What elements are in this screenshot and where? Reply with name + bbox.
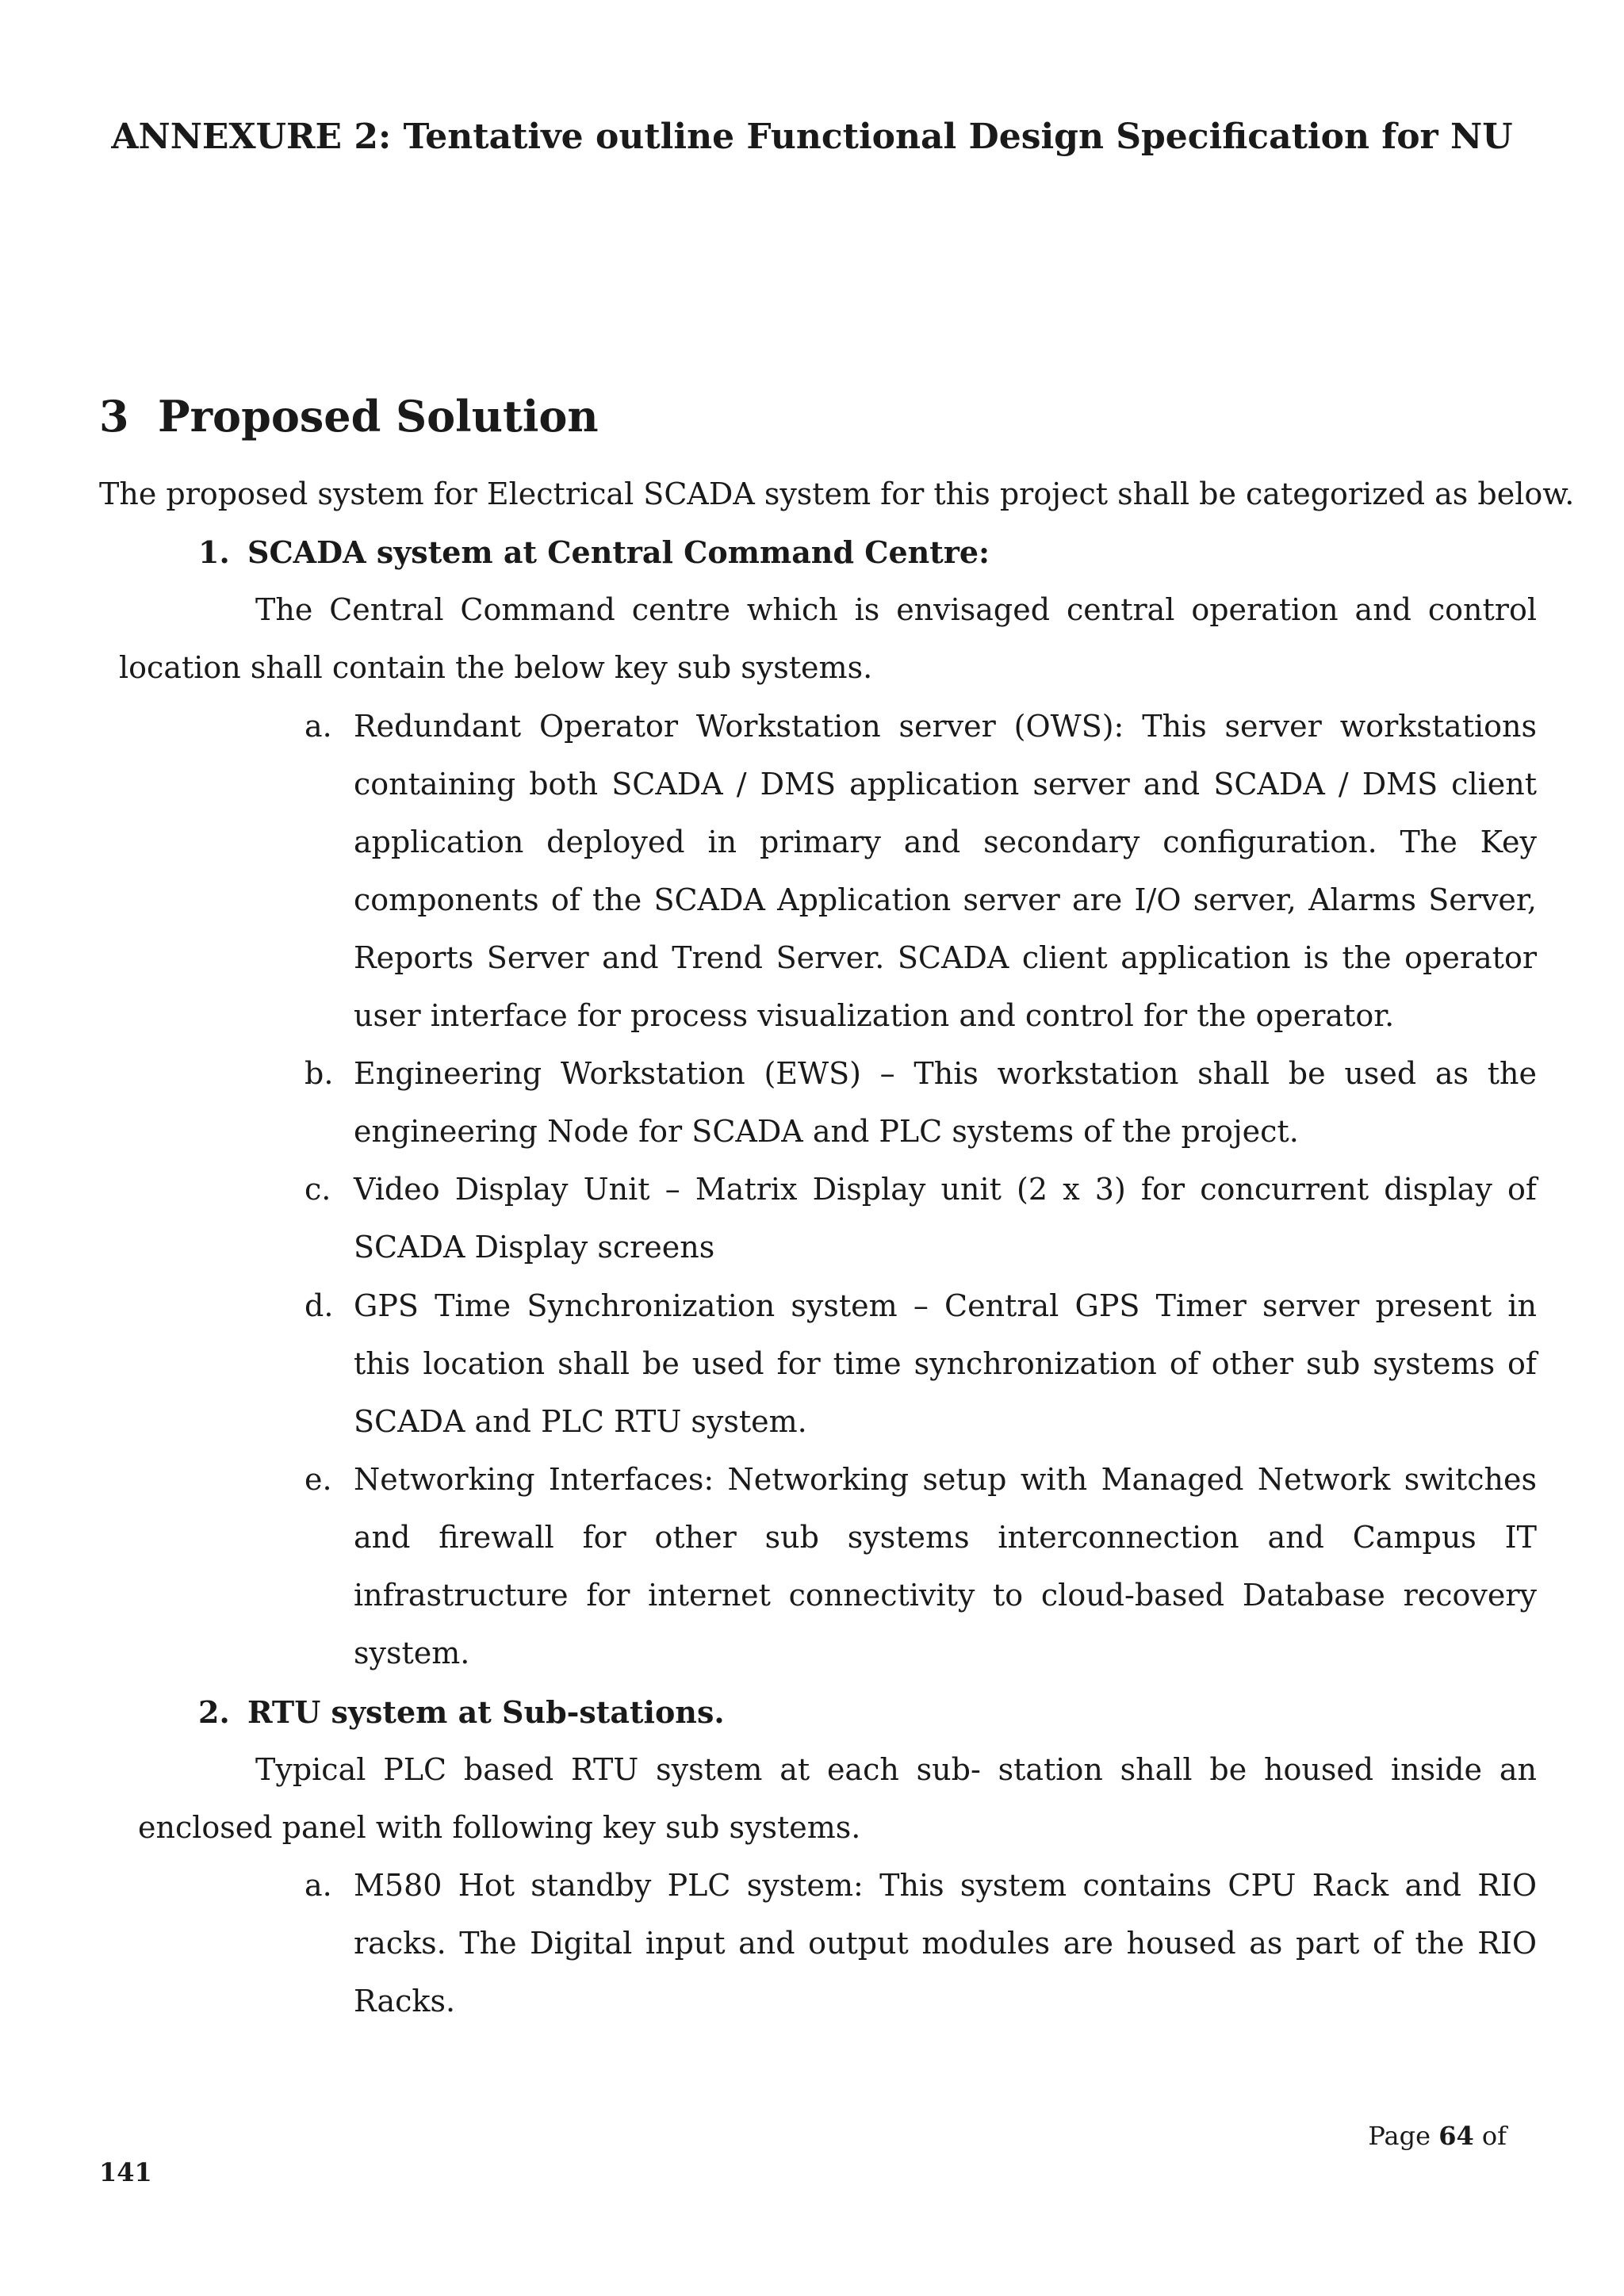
subsection-number: 2. <box>198 1694 230 1730</box>
list-item <box>304 1451 1537 1682</box>
section-number: 3 <box>99 391 129 442</box>
list-item <box>304 1277 1537 1451</box>
section-heading <box>99 388 599 444</box>
list-item-text: Redundant Operator Workstation server (OWS): This server workstations containing both SCADA / DMS application server and SCADA / DMS client application deployed in primary and secondary configuration. The Key components of the SCADA Application server are I/O server, Alarms Server, Reports Server and Trend Server. SCADA client application is the operator user interface for process visualization and control for the operator. <box>354 709 1537 1033</box>
list-item-text: GPS Time Synchronization system – Central GPS Timer server present in this location shall be used for time synchronization of other sub systems of SCADA and PLC RTU system. <box>354 1288 1537 1439</box>
intro-paragraph: The proposed system for Electrical SCADA system for this project shall be categorized as below. <box>99 476 1575 511</box>
page-suffix: of <box>1481 2121 1507 2151</box>
list-marker: a. <box>304 1868 332 1903</box>
subsection-heading-2 <box>198 1683 725 1741</box>
list-marker: d. <box>304 1288 334 1323</box>
subsection-title: RTU system at Sub-stations. <box>247 1694 725 1730</box>
list-item-text: M580 Hot standby PLC system: This system contains CPU Rack and RIO racks. The Digital input and output modules are housed as part of the RIO Racks. <box>354 1868 1537 2019</box>
list-marker: c. <box>304 1172 331 1207</box>
total-pages: 141 <box>99 2157 152 2187</box>
section-title: Proposed Solution <box>158 391 599 442</box>
list-item-text: Engineering Workstation (EWS) – This workstation shall be used as the engineering Node for SCADA and PLC systems of the project. <box>354 1056 1537 1149</box>
subsection-lead-2: Typical PLC based RTU system at each sub- station shall be housed inside an enclosed panel with following key sub systems. <box>138 1752 1537 1845</box>
subsection-heading-1 <box>198 523 990 581</box>
list-item <box>304 1857 1537 2030</box>
list-marker: a. <box>304 709 332 744</box>
subsection-number: 1. <box>198 534 230 570</box>
subsection-title: SCADA system at Central Command Centre: <box>247 534 990 570</box>
page-number-label <box>1368 2118 1507 2153</box>
list-marker: e. <box>304 1462 332 1497</box>
list-item <box>304 1045 1537 1161</box>
subsection-lead-1: The Central Command centre which is envisaged central operation and control location shall contain the below key sub systems. <box>119 592 1537 685</box>
list-item <box>304 1161 1537 1276</box>
page-prefix: Page <box>1368 2121 1431 2151</box>
page-number: 64 <box>1438 2121 1474 2151</box>
list-item-text: Networking Interfaces: Networking setup with Managed Network switches and firewall for other sub systems interconnection and Campus IT infrastructure for internet connectivity to cloud-based Database recovery system. <box>354 1462 1537 1670</box>
list-marker: b. <box>304 1056 334 1091</box>
list-item <box>304 698 1537 1045</box>
annexure-title: ANNEXURE 2: Tentative outline Functional Design Specification for NU <box>111 117 1513 157</box>
list-item-text: Video Display Unit – Matrix Display unit (2 x 3) for concurrent display of SCADA Display screens <box>354 1172 1537 1265</box>
